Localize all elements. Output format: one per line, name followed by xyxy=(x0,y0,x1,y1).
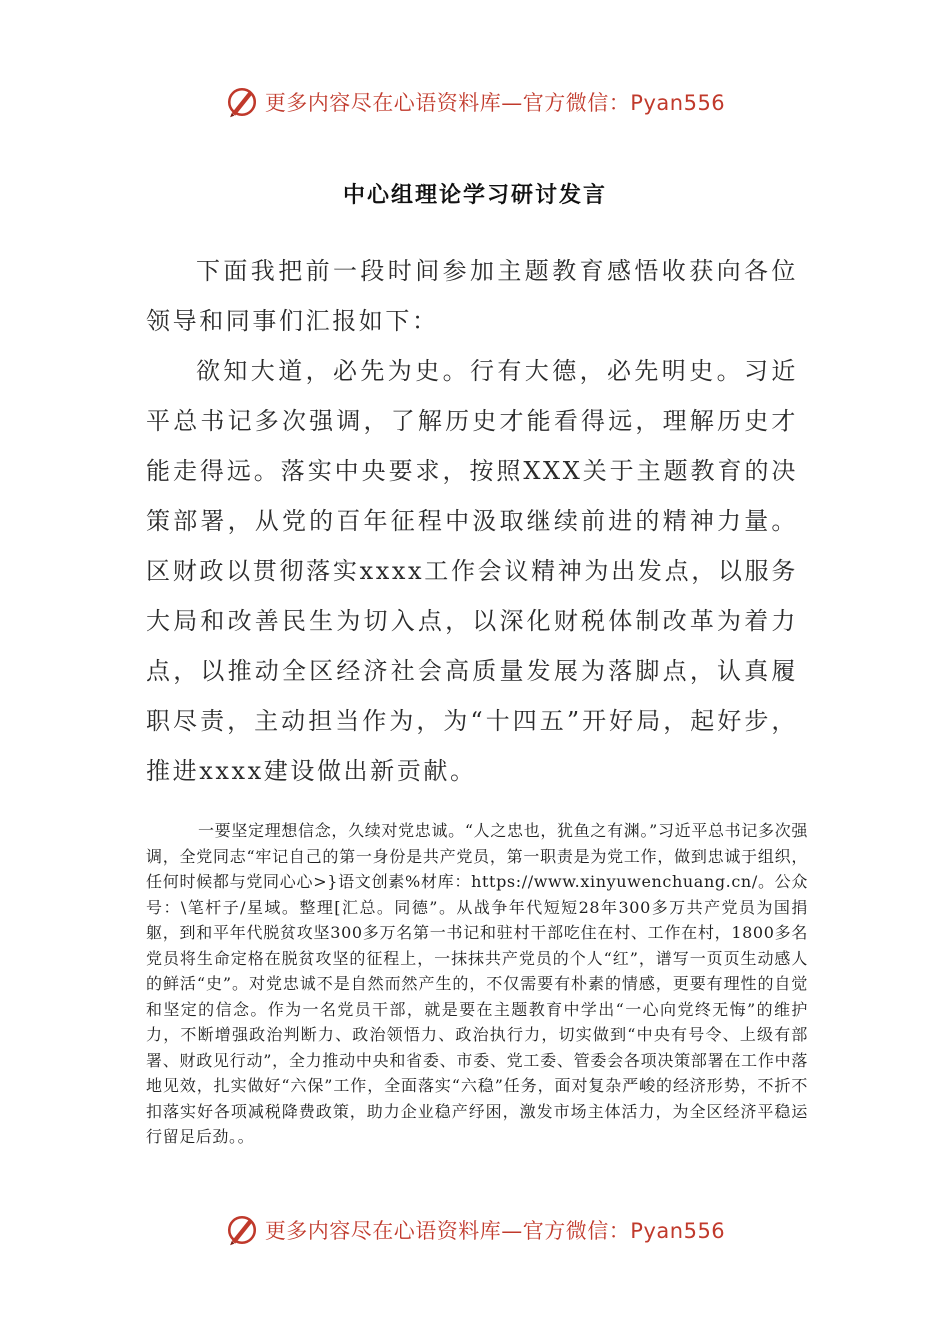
watermark-text: 更多内容尽在心语资料库—官方微信：Pyan556 xyxy=(264,1219,726,1243)
pen-circle-logo-icon xyxy=(225,1213,259,1247)
header-watermark xyxy=(0,82,950,122)
watermark-text: 更多内容尽在心语资料库—官方微信：Pyan556 xyxy=(264,91,726,115)
document-title: 中心组理论学习研讨发言 xyxy=(342,182,607,208)
loyalty-paragraph: 一要坚定理想信念，久续对党忠诚。“人之忠也，犹鱼之有渊。”习近平总书记多次强调，全党同志“牢记自己的第一身份是共产党员，第一职责是为党工作，做到忠诚于组织，任何时候都与党同心心>}语文创素%材库：https://www.xinyuwenchuang.cn/。公众号：\笔杆子/星域。整理[汇总。同德”。从战争年代短短28年300多万共产党员为国捐躯，到和平年代脱贫攻坚300多万名第一书记和驻村干部吃住在村、工作在村，1800多名党员将生命定格在脱贫攻坚的征程上，一抹抹共产党员的个人“红”，谱写一页页生动感人的鲜活“史”。对党忠诚不是自然而然产生的，不仅需要有朴素的情感，更要有理性的自觉和坚定的信念。作为一名党员干部，就是要在主题教育中学出“一心向党终无悔”的维护力，不断增强政治判断力、政治领悟力、政治执行力，切实做到“中央有号令、上级有部署、财政见行动”，全力推动中央和省委、市委、党工委、管委会各项决策部署在工作中落地见效，扎实做好“六保”工作，全面落实“六稳”任务，面对复杂严峻的经济形势，不折不扣落实好各项减税降费政策，助力企业稳产纾困，激发市场主体活力，为全区经济平稳运行留足后劲。。 xyxy=(146,821,808,1146)
pen-circle-logo-icon xyxy=(225,85,259,119)
footer-watermark xyxy=(0,1210,950,1250)
intro-paragraph: 下面我把前一段时间参加主题教育感悟收获向各位领导和同事们汇报如下： xyxy=(146,257,798,335)
history-paragraph: 欲知大道，必先为史。行有大德，必先明史。习近平总书记多次强调，了解历史才能看得远，理解历史才能走得远。落实中央要求，按照XXX关于主题教育的决策部署，从党的百年征程中汲取继续前进的精神力量。区财政以贯彻落实xxxx工作会议精神为出发点，以服务大局和改善民生为切入点，以深化财税体制改革为着力点，以推动全区经济社会高质量发展为落脚点，认真履职尽责，主动担当作为，为“十四五”开好局，起好步，推进xxxx建设做出新贡献。 xyxy=(146,357,798,785)
